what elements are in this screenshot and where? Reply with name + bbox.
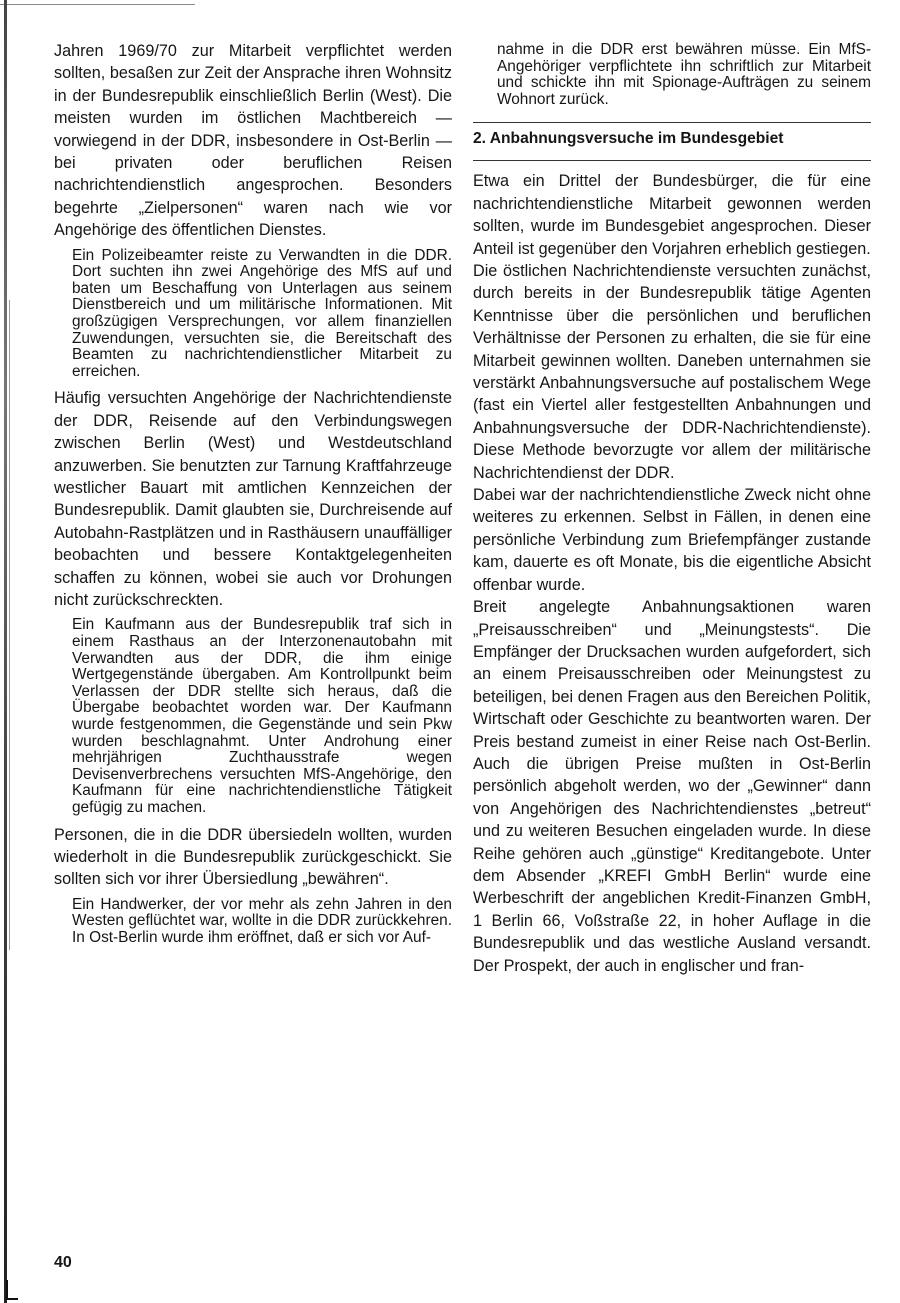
example-merchant: Ein Kaufmann aus der Bundesrepublik traf sich in einem Rasthaus an der Interzonenautobahn mit Verwandten aus der DDR, die ihm einige Wertgegenstände übergaben. Am Kontrollpunkt beim Verlassen der DDR stellte sich heraus, daß die Übergabe beobachtet worden war. Der Kaufmann wurde festgenommen, die Gegenstände und sein Pkw wurden beschlagnahmt. Unter Androhung einer mehrjährigen Zuchthausstrafe wegen Devisenverbrechens versuchten MfS-Angehörige, den Kaufmann für eine nachrichtendienstliche Tätigkeit gefügig zu machen.	[72, 616, 452, 816]
right-paragraph-1: Etwa ein Drittel der Bundesbürger, die für eine nachrichtendienstliche Mitarbeit gewonnen werden sollten, wurde im Bundesgebiet angesprochen. Dieser Anteil ist gegenüber den Vorjahren erheblich gestiegen.	[473, 172, 871, 258]
scan-edge-top	[0, 4, 195, 5]
right-paragraph-3: Dabei war der nachrichtendienstliche Zweck nicht ohne weiteres zu erkennen. Selbst in Fällen, in denen eine persönliche Verbindung zum Briefempfänger zustande kam, dauerte es oft Monate, bis die eigentliche Absicht offenbar wurde.	[473, 486, 871, 594]
right-paragraph-2: Die östlichen Nachrichtendienste versuchten zunächst, durch bereits in der Bundesrepublik tätige Agenten Kenntnisse über die persönlichen und beruflichen Verhältnisse der Personen zu erhalten, die sie für eine Mitarbeit gewinnen wollten. Daneben unternahmen sie verstärkt Anbahnungsversuche auf postalischem Wege (fast ein Viertel aller festgestellten Anbahnungen und Anbahnungsversuche der DDR-Nachrichtendienste). Diese Methode bevorzugte vor allem der militärische Nachrichtendienst der DDR.	[473, 262, 871, 482]
example-craftsman-continued: nahme in die DDR erst bewähren müsse. Ein MfS-Angehöriger verpflichtete ihn schriftlich zur Mitarbeit und schickte ihn mit Spionage-Aufträgen zu seinem Wohnort zurück.	[497, 41, 871, 108]
right-paragraph-4: Breit angelegte Anbahnungsaktionen waren „Preisausschreiben“ und „Meinungstests“. Die Empfänger der Drucksachen wurden aufgefordert, sich an einem Preisausschreiben oder Meinungstest zu beteiligen, bei denen Fragen aus den Bereichen Politik, Wirtschaft oder Geschichte zu beantworten waren. Der Preis bestand zumeist in einer Reise nach Ost-Berlin. Auch die übrigen Preise mußten in Ost-Berlin persönlich abgeholt werden, wo der „Gewinner“ dann von Angehörigen des Nachrichtendienstes „betreut“ und zu weiteren Besuchen eingeladen wurde. In diese Reihe gehören auch „günstige“ Kreditangebote. Unter dem Absender „KREFI GmbH Berlin“ wurde eine Werbeschrift der angeblichen Kredit-Finanzen GmbH, 1 Berlin 66, Voßstraße 22, in hoher Auflage in die Bundesrepublik und das westliche Ausland versandt. Der Prospekt, der auch in englischer und fran-	[473, 598, 871, 975]
scan-edge-line	[9, 300, 10, 950]
example-police-officer: Ein Polizeibeamter reiste zu Verwandten in die DDR. Dort suchten ihn zwei Angehörige des MfS auf und baten um Beschaffung von Unterlagen aus seinem Dienstbereich und um militärische Informationen. Mit großzügigen Versprechungen, vor allem finanziellen Zuwendungen, versuchten sie, die Bereitschaft des Beamten zu nachrichtendienstlicher Mitarbeit zu erreichen.	[72, 246, 452, 380]
page-number: 40	[54, 1254, 72, 1271]
section-rule-bottom	[473, 160, 871, 161]
section-heading: 2. Anbahnungsversuche im Bundesgebiet	[473, 130, 784, 148]
left-paragraph-1: Jahren 1969/70 zur Mitarbeit verpflichtet werden sollten, besaßen zur Zeit der Ansprache ihren Wohnsitz in der Bundesrepublik einschließlich Berlin (West). Die meisten wurden im östlichen Machtbereich — vorwiegend in der DDR, insbesondere in Ost-Berlin — bei privaten oder beruflichen Reisen nachrichtendienstlich angesprochen. Besonders begehrte „Zielpersonen“ waren nach wie vor Angehörige des öffentlichen Dienstes.	[54, 42, 452, 240]
scan-edge-left	[4, 0, 7, 1303]
right-column	[473, 40, 871, 977]
left-column	[54, 40, 452, 954]
left-paragraph-3: Personen, die in die DDR übersiedeln wollten, wurden wiederholt in die Bundesrepublik zurückgeschickt. Sie sollten sich vor ihrer Übersiedlung „bewähren“.	[54, 825, 452, 889]
left-paragraph-2: Häufig versuchten Angehörige der Nachrichtendienste der DDR, Reisende auf den Verbindungswegen zwischen Berlin (West) und Westdeutschland anzuwerben. Sie benutzten zur Tarnung Kraftfahrzeuge westlicher Bauart mit amtlichen Kennzeichen der Bundesrepublik. Damit glaubten sie, Durchreisende auf Autobahn-Rastplätzen und in Rasthäusern unauffälliger beobachten und bessere Kontaktgelegenheiten schaffen zu können, wobei sie auch vor Drohungen nicht zurückschreckten.	[54, 389, 452, 610]
example-craftsman: Ein Handwerker, der vor mehr als zehn Jahren in den Westen geflüchtet war, wollte in die DDR zurückkehren. In Ost-Berlin wurde ihm eröffnet, daß er sich vor Auf-	[72, 895, 452, 946]
corner-mark	[6, 1280, 18, 1300]
